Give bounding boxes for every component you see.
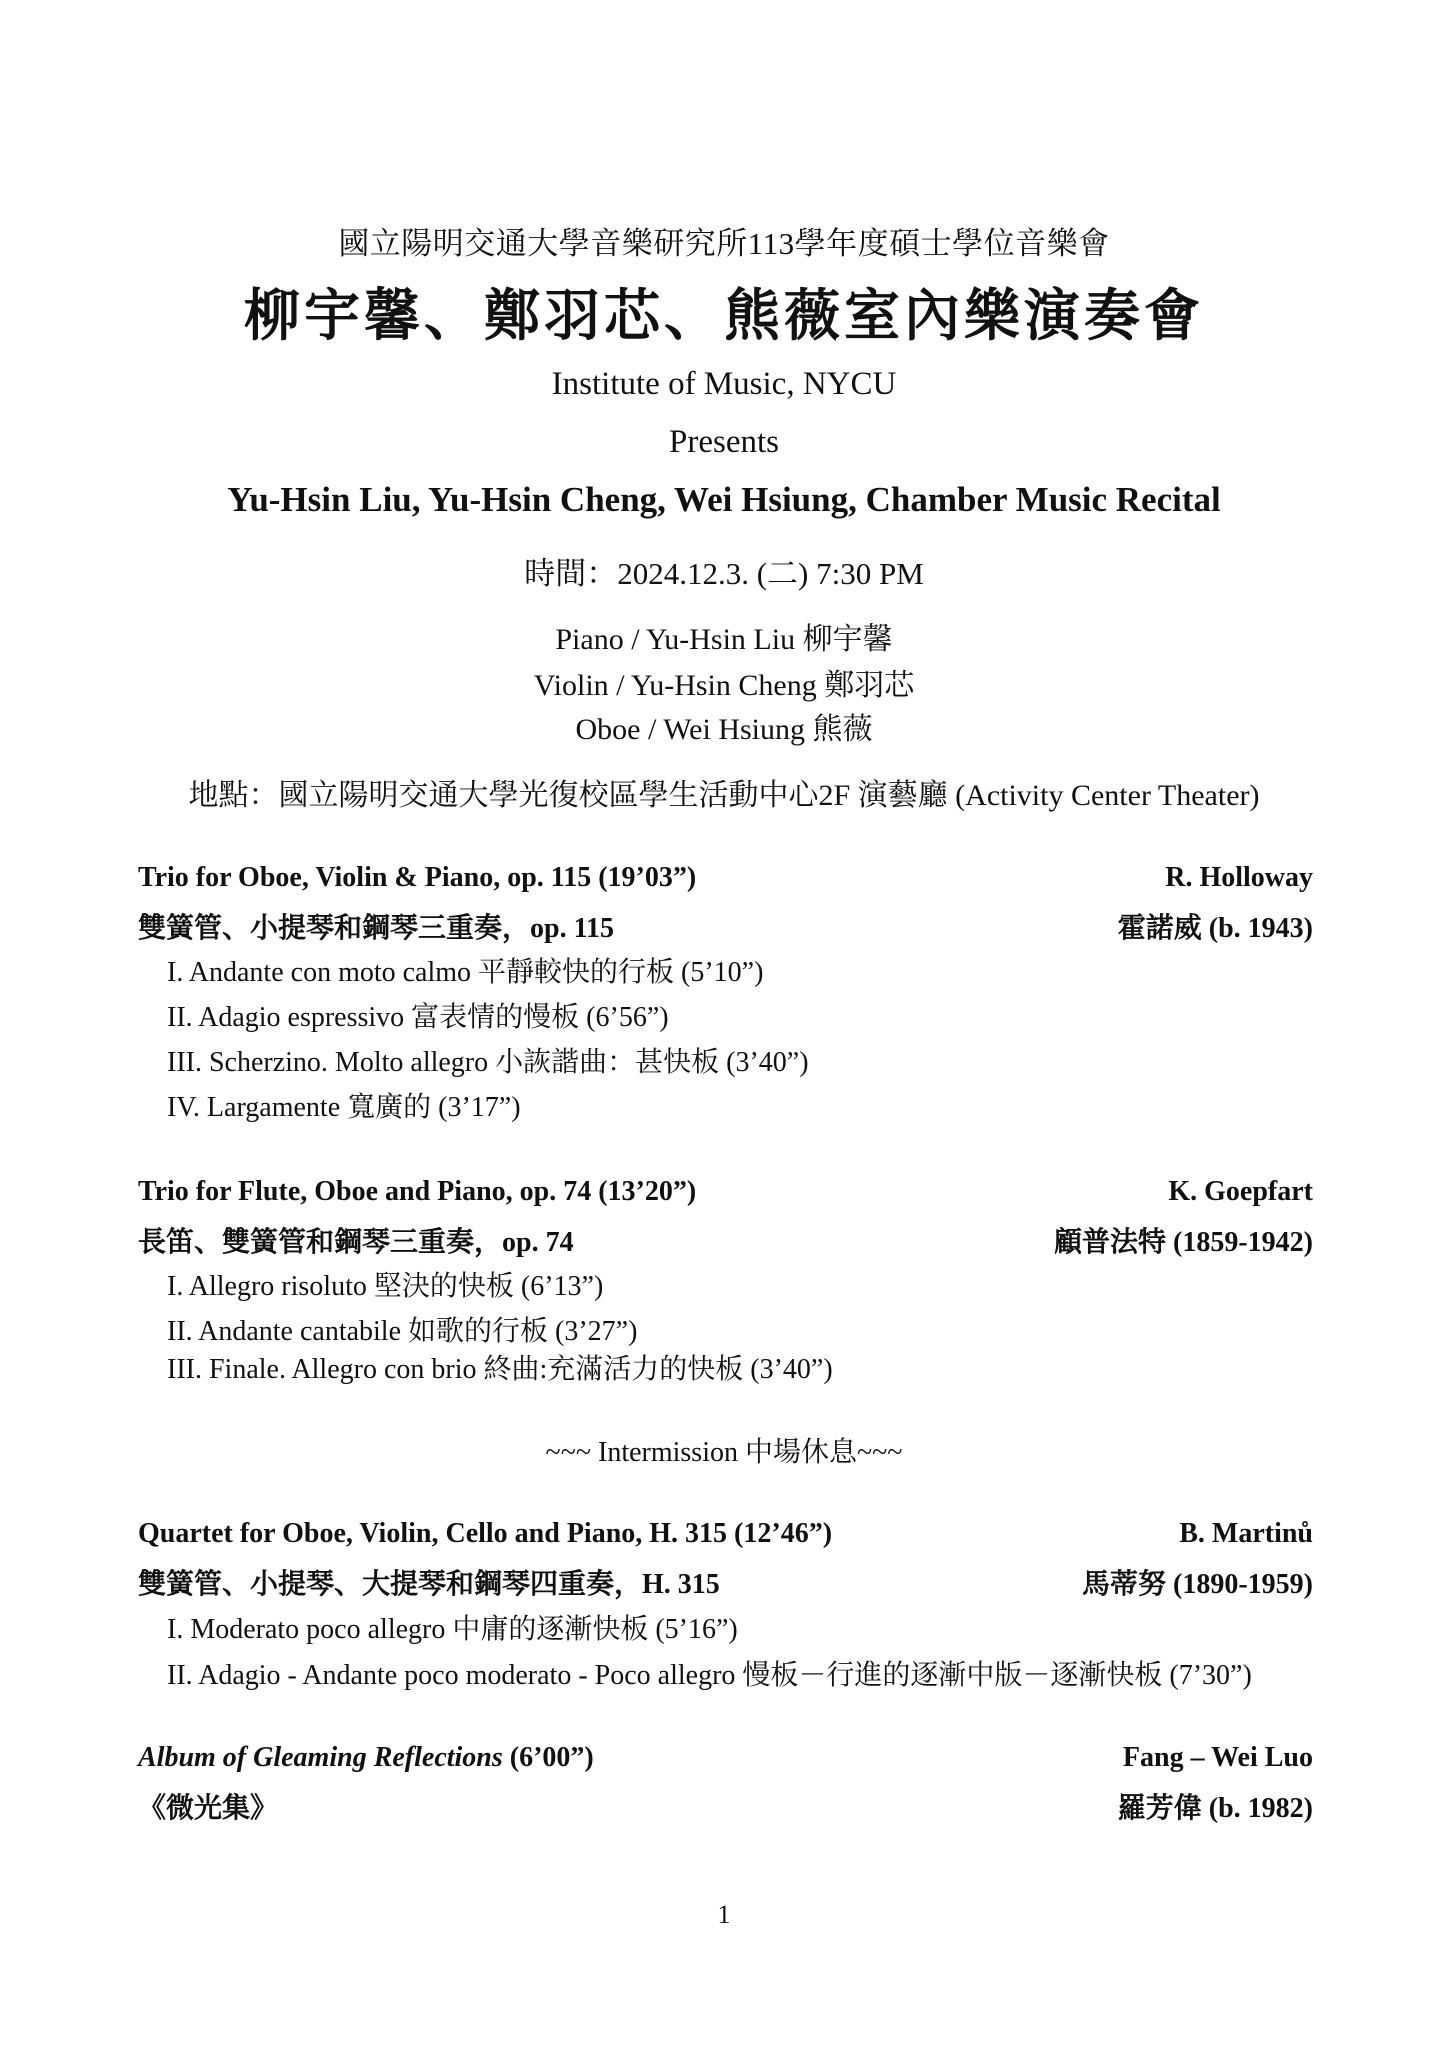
movement: III. Finale. Allegro con brio 終曲:充滿活力的快板 (3’40”) [167, 1354, 833, 1385]
work-title: Trio for Flute, Oboe and Piano, op. 74 (13’20”) [138, 1176, 697, 1207]
work-title: Trio for Oboe, Violin & Piano, op. 115 (19’03”) [138, 862, 697, 893]
work-duration: (6’00”) [502, 1742, 594, 1773]
movement: II. Adagio - Andante poco moderato - Poco allegro 慢板－行進的逐漸中版－逐漸快板 (7’30”) [167, 1660, 1252, 1691]
movement: I. Moderato poco allegro 中庸的逐漸快板 (5’16”) [167, 1614, 738, 1645]
concert-subtitle: 國立陽明交通大學音樂研究所113學年度碩士學位音樂會 [338, 226, 1110, 261]
work-title-italic: Album of Gleaming Reflections [138, 1742, 503, 1773]
performer-piano: Piano / Yu-Hsin Liu 柳宇馨 [555, 623, 893, 656]
work-title-cn: 《微光集》 [138, 1793, 279, 1824]
concert-time: 時間：2024.12.3. (二) 7:30 PM [524, 556, 924, 591]
concert-venue: 地點：國立陽明交通大學光復校區學生活動中心2F 演藝廳 (Activity Center Theater) [188, 779, 1260, 812]
concert-title-cn: 柳宇馨、鄭羽芯、熊薇室內樂演奏會 [244, 283, 1204, 349]
work-composer: K. Goepfart [1168, 1176, 1313, 1207]
movement: II. Adagio espressivo 富表情的慢板 (6’56”) [167, 1002, 669, 1033]
performer-violin: Violin / Yu-Hsin Cheng 鄭羽芯 [533, 669, 915, 702]
presents-text: Presents [669, 424, 779, 460]
work-title-cn: 長笛、雙簧管和鋼琴三重奏，op. 74 [138, 1227, 574, 1258]
movement: IV. Largamente 寬廣的 (3’17”) [167, 1092, 521, 1123]
movement: I. Andante con moto calmo 平靜較快的行板 (5’10”) [167, 957, 764, 988]
performer-oboe: Oboe / Wei Hsiung 熊薇 [575, 713, 873, 746]
intermission: ~~~ Intermission 中場休息~~~ [545, 1437, 903, 1468]
work-composer: Fang – Wei Luo [1122, 1742, 1313, 1773]
work-title: Quartet for Oboe, Violin, Cello and Piano, H. 315 (12’46”) [138, 1518, 833, 1549]
movement: III. Scherzino. Molto allegro 小詼諧曲：甚快板 (3’40”) [167, 1047, 809, 1078]
work-composer: B. Martinů [1179, 1518, 1313, 1549]
work-composer-cn: 馬蒂努 (1890-1959) [1082, 1569, 1313, 1600]
work-title [138, 1742, 594, 1774]
work-composer-cn: 霍諾威 (b. 1943) [1117, 913, 1313, 944]
movement: II. Andante cantabile 如歌的行板 (3’27”) [167, 1316, 638, 1347]
movement: I. Allegro risoluto 堅決的快板 (6’13”) [167, 1271, 604, 1302]
work-composer: R. Holloway [1165, 862, 1313, 893]
work-composer-cn: 顧普法特 (1859-1942) [1054, 1227, 1313, 1258]
work-title-cn: 雙簧管、小提琴和鋼琴三重奏，op. 115 [138, 913, 615, 944]
concert-title-en: Yu-Hsin Liu, Yu-Hsin Cheng, Wei Hsiung, Chamber Music Recital [227, 480, 1221, 519]
work-title-cn: 雙簧管、小提琴、大提琴和鋼琴四重奏，H. 315 [138, 1569, 720, 1600]
work-composer-cn: 羅芳偉 (b. 1982) [1117, 1793, 1313, 1824]
institute-name: Institute of Music, NYCU [551, 366, 897, 402]
page-number: 1 [717, 1900, 731, 1929]
